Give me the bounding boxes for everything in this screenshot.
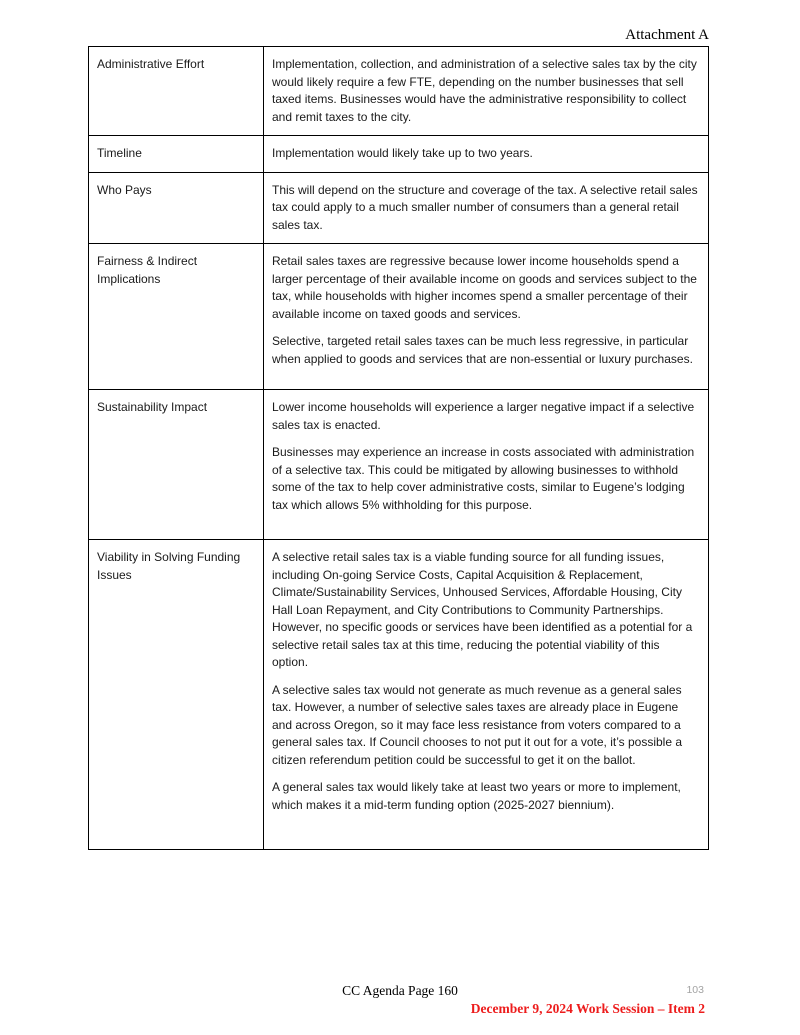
row-content — [264, 390, 709, 540]
row-content — [264, 136, 709, 173]
table-row-sustainability-impact — [89, 390, 709, 540]
paragraph: Implementation, collection, and administration of a selective sales tax by the city would likely require a few FTE, depending on the number businesses that sell taxed items. Businesses would have the administrative responsibility to collect and remit taxes to the city. — [272, 57, 697, 124]
paragraph: Lower income households will experience a larger negative impact if a selective sales tax is enacted. — [272, 400, 695, 432]
row-label: Who Pays — [89, 172, 264, 244]
paragraph: Selective, targeted retail sales taxes can be much less regressive, in particular when applied to goods and services that are non-essential or luxury purchases. — [272, 334, 693, 366]
paragraph: A general sales tax would likely take at least two years or more to implement, which makes it a mid-term funding option (2025-2027 biennium). — [272, 780, 681, 812]
attachment-label: Attachment A — [625, 27, 709, 43]
table-row-administrative-effort — [89, 47, 709, 136]
row-content — [264, 172, 709, 244]
row-label: Fairness & Indirect Implications — [89, 244, 264, 390]
page-number: 103 — [686, 984, 704, 996]
table-row-who-pays — [89, 172, 709, 244]
agenda-page-label: CC Agenda Page 160 — [342, 983, 458, 998]
table-row-viability-funding-issues — [89, 540, 709, 850]
row-content — [264, 540, 709, 850]
row-label: Administrative Effort — [89, 47, 264, 136]
row-label: Viability in Solving Funding Issues — [89, 540, 264, 850]
table-row-fairness-indirect-implications — [89, 244, 709, 390]
paragraph: Retail sales taxes are regressive because lower income households spend a larger percentage of their available income on goods and services subject to the tax, while households with higher incomes spend a smaller percentage of their available income on taxed goods and services. — [272, 254, 697, 321]
row-content — [264, 244, 709, 390]
paragraph: A selective retail sales tax is a viable funding source for all funding issues, including On-going Service Costs, Capital Acquisition & Replacement, Climate/Sustainability Services, Unhoused Services, Affordable Housing, City Hall Loan Repayment, and City Contributions to Community Partnerships. However, no specific goods or services have been identified as a potential for a selective retail sales tax at this time, reducing the potential viability of this option. — [272, 550, 693, 669]
work-session-stamp: December 9, 2024 Work Session – Item 2 — [470, 1001, 705, 1016]
row-label: Sustainability Impact — [89, 390, 264, 540]
paragraph: This will depend on the structure and coverage of the tax. A selective retail sales tax could apply to a much smaller number of consumers than a general retail sales tax. — [272, 182, 698, 232]
funding-option-table — [88, 46, 709, 850]
table-row-timeline — [89, 136, 709, 173]
row-label: Timeline — [89, 136, 264, 173]
paragraph: A selective sales tax would not generate as much revenue as a general sales tax. However, a number of selective sales taxes are already place in Eugene and across Oregon, so it may face less resistance from voters compared to a general sales tax. If Council chooses to not put it out for a vote, it’s possible a citizen referendum petition could be successful to get it on the ballot. — [272, 682, 683, 767]
row-content — [264, 47, 709, 136]
paragraph: Businesses may experience an increase in costs associated with administration of a selective tax. This could be mitigated by allowing businesses to withhold some of the tax to help cover administrative costs, similar to Eugene’s lodging tax which allows 5% withholding for this purpose. — [272, 445, 695, 512]
paragraph: Implementation would likely take up to two years. — [272, 146, 533, 160]
